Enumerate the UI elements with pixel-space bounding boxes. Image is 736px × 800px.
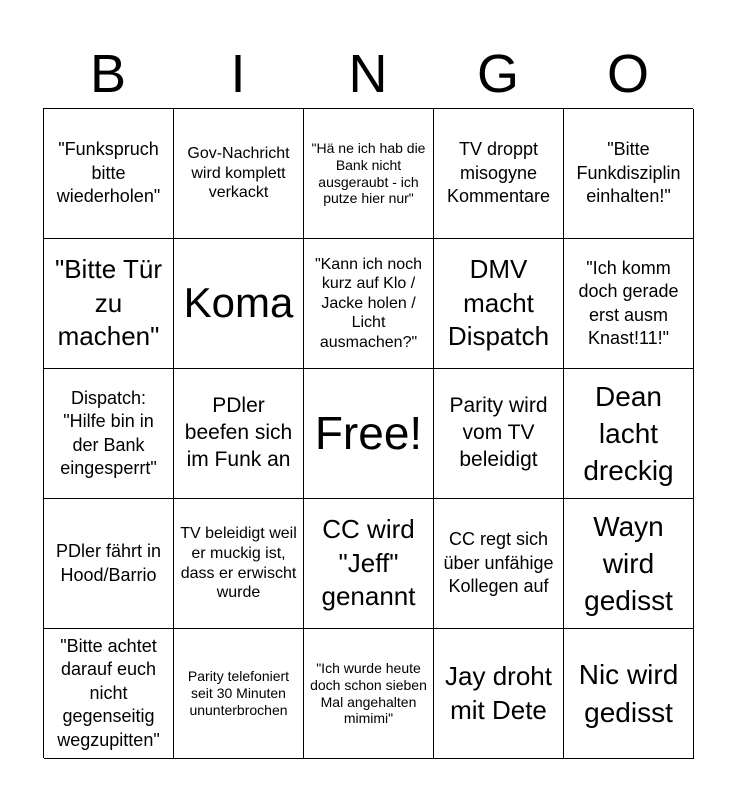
bingo-cell[interactable]: TV beleidigt weil er muckig ist, dass er erwischt wurde (174, 499, 304, 629)
bingo-cell[interactable]: CC wird "Jeff" genannt (304, 499, 434, 629)
bingo-cell[interactable]: "Ich wurde heute doch schon sieben Mal angehalten mimimi" (304, 629, 434, 759)
bingo-cell[interactable]: Parity wird vom TV beleidigt (434, 369, 564, 499)
bingo-cell[interactable]: Jay droht mit Dete (434, 629, 564, 759)
bingo-cell[interactable]: CC regt sich über unfähige Kollegen auf (434, 499, 564, 629)
bingo-cell[interactable]: DMV macht Dispatch (434, 239, 564, 369)
free-space-cell[interactable]: Free! (304, 369, 434, 499)
bingo-cell[interactable]: "Ich komm doch gerade erst ausm Knast!11!" (564, 239, 694, 369)
bingo-cell[interactable]: "Bitte achtet darauf euch nicht gegenseitig wegzupitten" (44, 629, 174, 759)
bingo-cell[interactable]: Nic wird gedisst (564, 629, 694, 759)
bingo-cell[interactable]: "Hä ne ich hab die Bank nicht ausgeraubt - ich putze hier nur" (304, 109, 434, 239)
bingo-header (43, 40, 693, 108)
bingo-cell[interactable]: "Bitte Funkdisziplin einhalten!" (564, 109, 694, 239)
bingo-cell[interactable]: "Kann ich noch kurz auf Klo / Jacke holen / Licht ausmachen?" (304, 239, 434, 369)
bingo-cell[interactable]: Dispatch: "Hilfe bin in der Bank eingesperrt" (44, 369, 174, 499)
header-letter-b: B (89, 44, 127, 104)
bingo-cell[interactable]: PDler beefen sich im Funk an (174, 369, 304, 499)
bingo-cell[interactable]: "Bitte Tür zu machen" (44, 239, 174, 369)
header-letter-g: G (476, 44, 519, 104)
header-letter-i: I (230, 44, 246, 104)
header-letter-o: O (606, 44, 649, 104)
bingo-cell[interactable]: Gov-Nachricht wird komplett verkackt (174, 109, 304, 239)
bingo-cell[interactable]: Dean lacht dreckig (564, 369, 694, 499)
bingo-cell[interactable]: Parity telefoniert seit 30 Minuten ununterbrochen (174, 629, 304, 759)
header-letter-n: N (348, 44, 388, 104)
bingo-board (43, 108, 693, 758)
bingo-cell[interactable]: PDler fährt in Hood/Barrio (44, 499, 174, 629)
bingo-cell[interactable]: Koma (174, 239, 304, 369)
bingo-cell[interactable]: TV droppt misogyne Kommentare (434, 109, 564, 239)
bingo-cell[interactable]: Wayn wird gedisst (564, 499, 694, 629)
bingo-cell[interactable]: "Funkspruch bitte wiederholen" (44, 109, 174, 239)
